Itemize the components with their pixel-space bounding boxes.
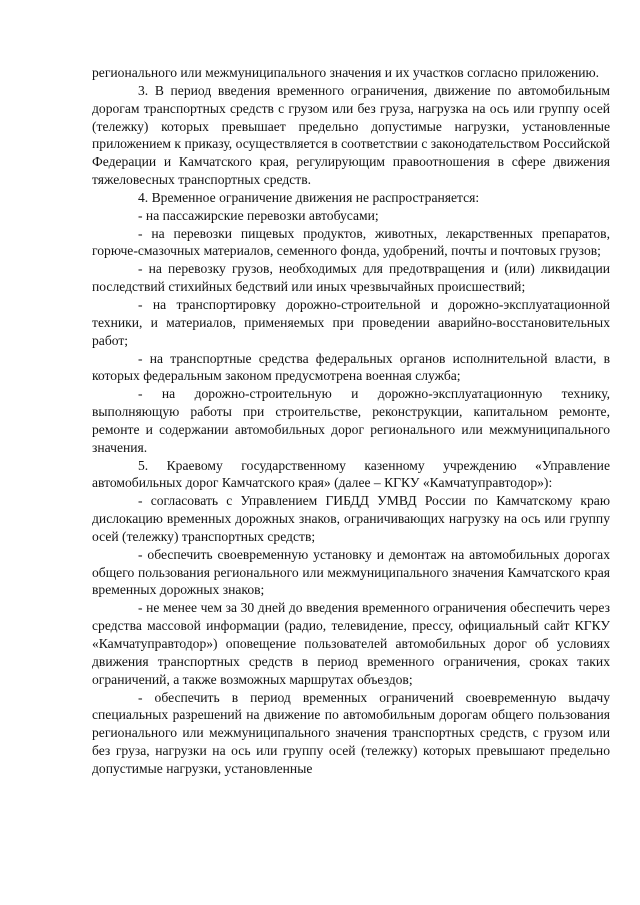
paragraph-item-5: 5. Краевому государственному казенному учреждению «Управление автомобильных дорог Камчатского края» (далее – КГКУ «Камчатуправтодор»): (92, 457, 610, 491)
list-item-notify-users: - не менее чем за 30 дней до введения временного ограничения обеспечить через средства массовой информации (радио, телевидение, прессу, официальный сайт КГКУ «Камчатуправтодор») оповещение пользователей автомобильных дорог об условиях движения транспортных средств в период временного ограничения, сроках таких ограничений, а также возможных маршрутах объездов; (92, 600, 610, 687)
paragraph-item-4: 4. Временное ограничение движения не распространяется: (138, 189, 480, 205)
list-item-install-signs: - обеспечить своевременную установку и демонтаж на автомобильных дорогах общего пользования регионального или межмуниципального значения Камчатского края временных дорожных знаков; (92, 546, 610, 598)
list-item-emergency-cargo: - на перевозку грузов, необходимых для предотвращения и (или) ликвидации последствий стихийных бедствий или иных чрезвычайных происшествий; (92, 261, 610, 295)
list-item-federal-vehicles: - на транспортные средства федеральных органов исполнительной власти, в которых федеральным законом предусмотрена военная служба; (92, 350, 610, 384)
list-item-bus-transport: - на пассажирские перевозки автобусами; (138, 207, 379, 223)
list-item-food-transport: - на перевозки пищевых продуктов, животных, лекарственных препаратов, горюче-смазочных материалов, семенного фонда, удобрений, почты и почтовых грузов; (92, 225, 610, 259)
list-item-road-works-machinery: - на дорожно-строительную и дорожно-эксплуатационную технику, выполняющую работы при строительстве, реконструкции, капитальном ремонте, ремонте и содержании автомобильных дорог регионального или межмуниципального значения. (92, 386, 610, 455)
document-page (92, 64, 610, 778)
list-item-issue-permits: - обеспечить в период временных ограничений своевременную выдачу специальных разрешений на движение по автомобильным дорогам общего пользования регионального или межмуниципального значения транспортных средств, с грузом или без груза, нагрузки на ось или группу осей (тележку) которых превышают предельно допустимые нагрузки, установленные (92, 689, 610, 776)
paragraph-item-3: 3. В период введения временного ограничения, движение по автомобильным дорогам транспортных средств с грузом или без груза, нагрузка на ось или группу осей (тележку) которых превышает предельно допустимые нагрузки, установленные приложением к приказу, осуществляется в соответствии с законодательством Российской Федерации и Камчатского края, регулирующим правоотношения в сфере движения тяжеловесных транспортных средств. (92, 82, 610, 188)
paragraph-continuation: регионального или межмуниципального значения и их участков согласно приложению. (92, 65, 600, 80)
list-item-coordinate-signs: - согласовать с Управлением ГИБДД УМВД России по Камчатскому краю дислокацию временных дорожных знаков, ограничивающих нагрузку на ось или группу осей (тележку) транспортных средств; (92, 493, 610, 544)
list-item-road-machinery-transport: - на транспортировку дорожно-строительной и дорожно-эксплуатационной техники, и материалов, применяемых при проведении аварийно-восстановительных работ; (92, 296, 610, 348)
